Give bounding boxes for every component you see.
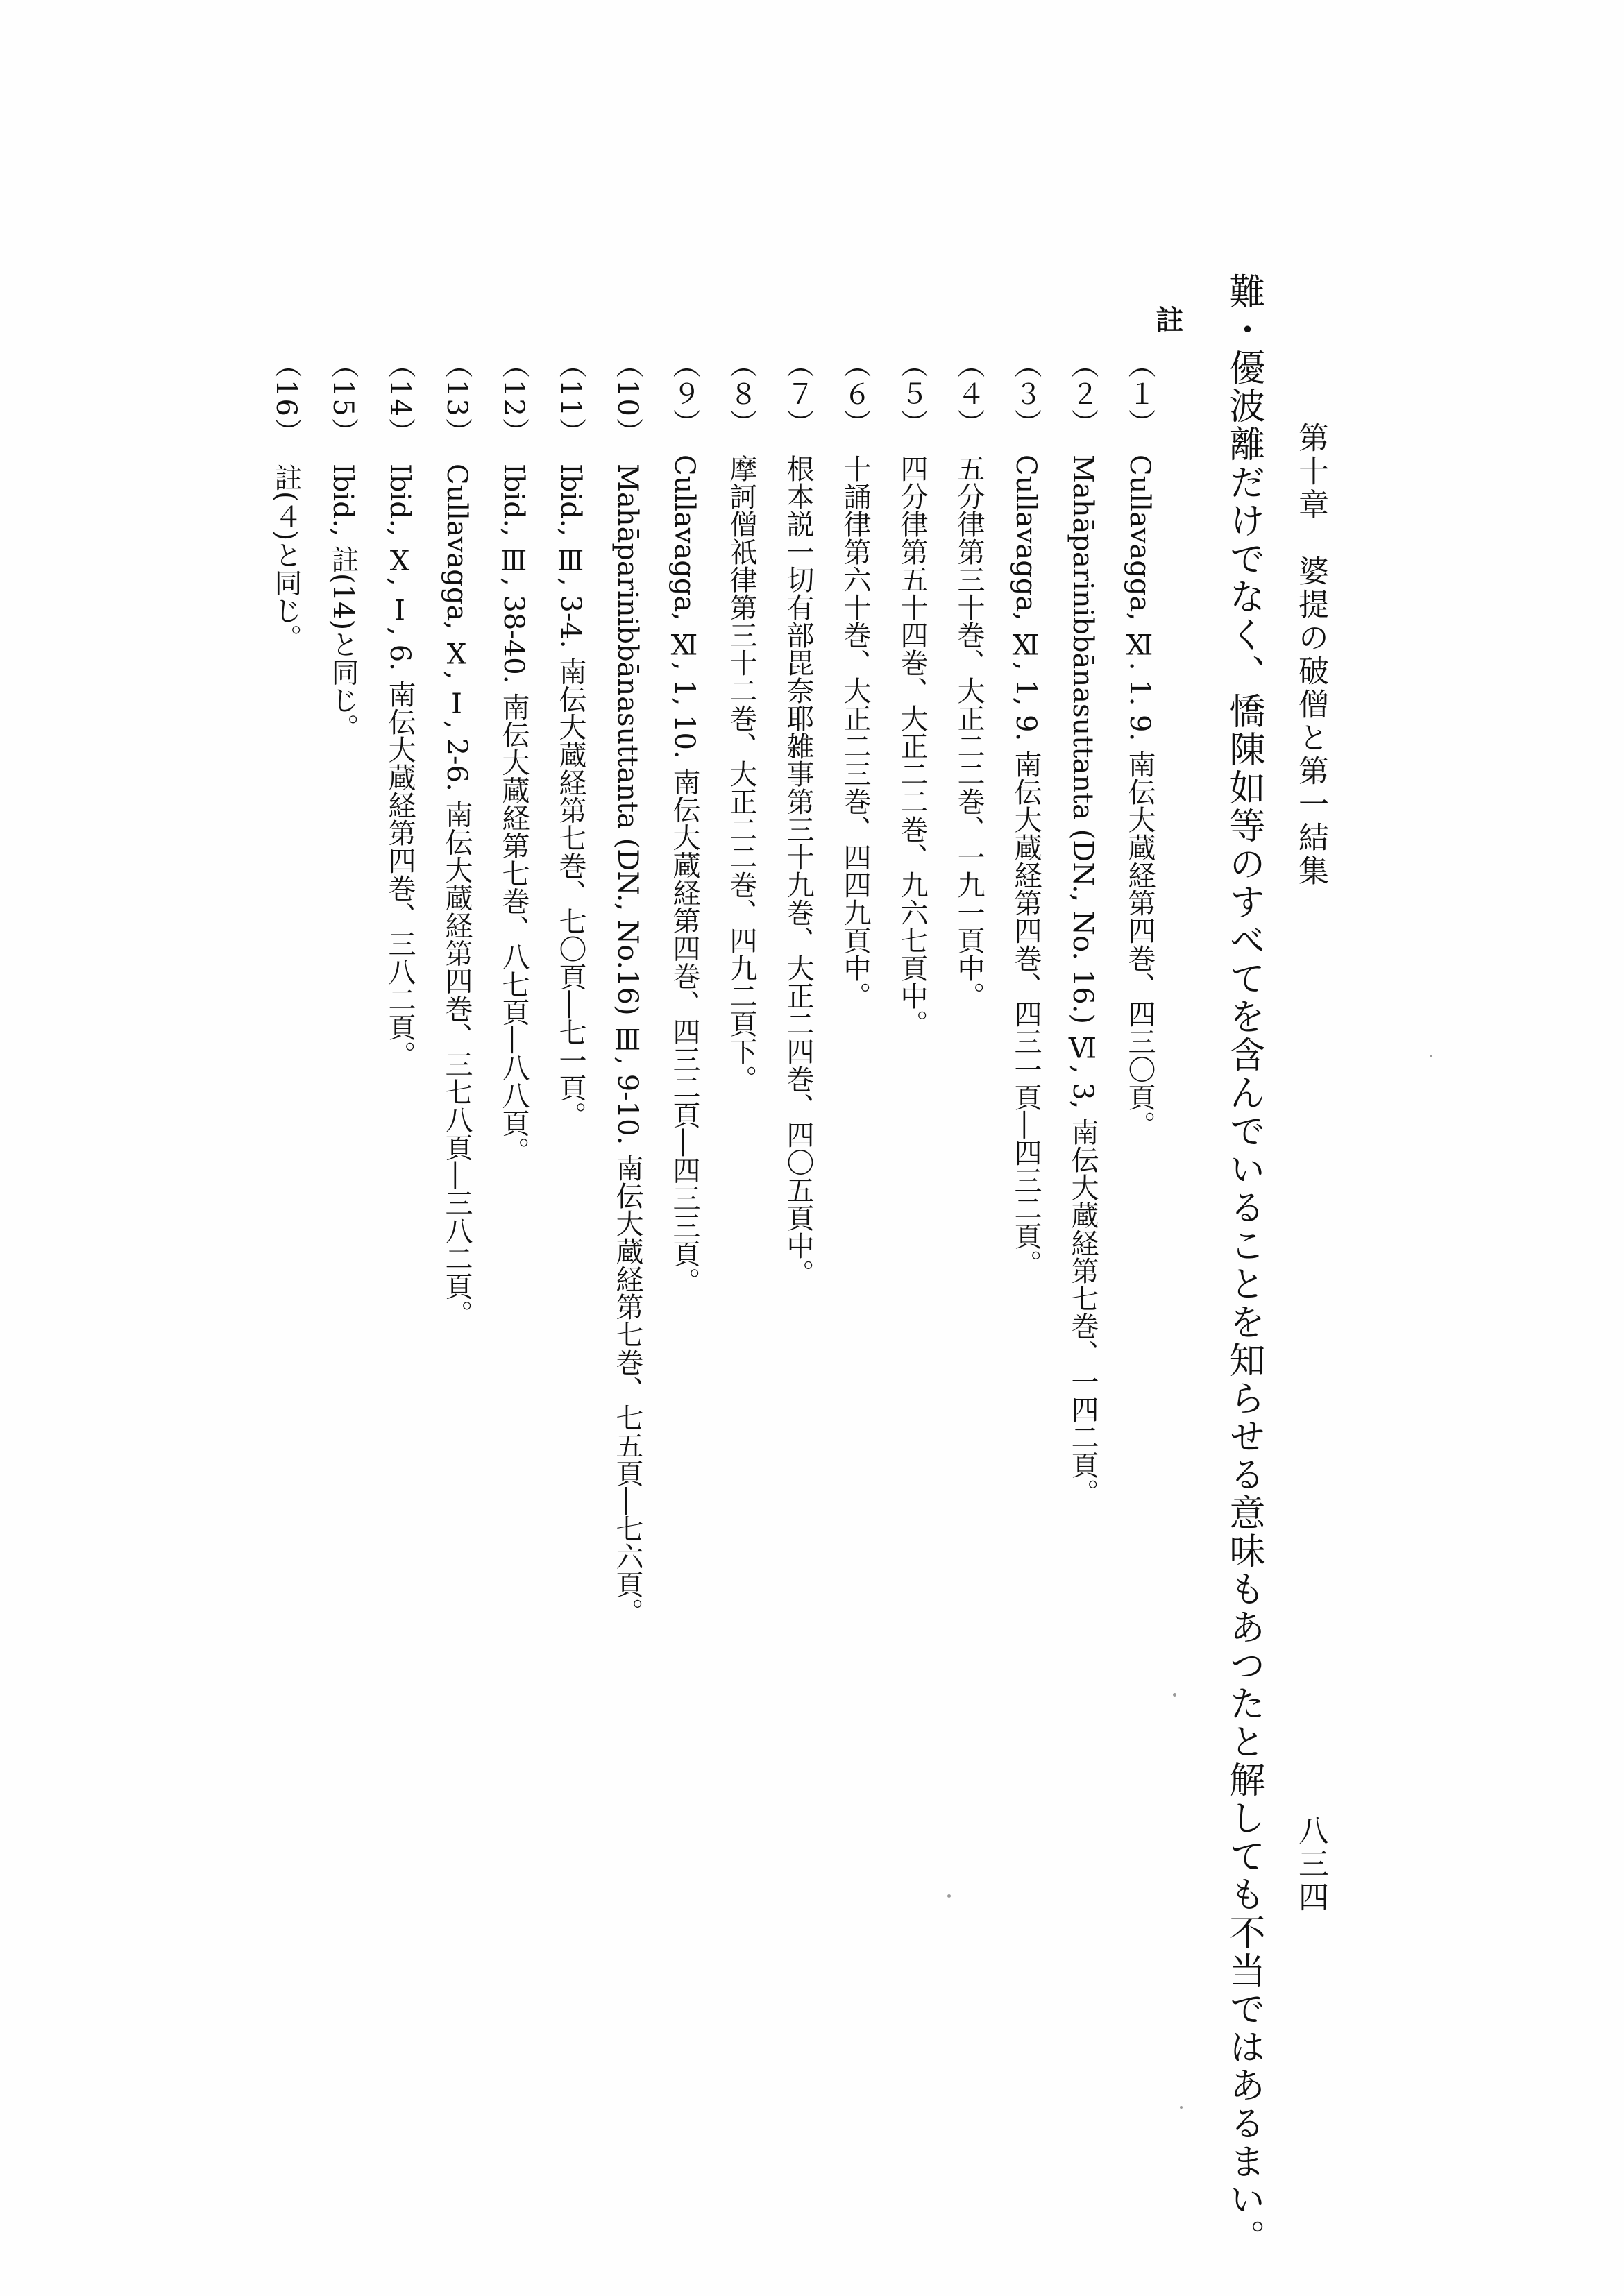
note-text: 五分律第三十巻、大正二二巻、一九一頁中。 <box>953 454 985 1010</box>
note-number: （７） <box>782 350 814 438</box>
note-number: （13） <box>441 350 473 447</box>
scan-speck <box>1173 1693 1176 1697</box>
note-number: （９） <box>668 350 700 438</box>
note-number: （11） <box>555 350 586 447</box>
note-item <box>841 350 869 1010</box>
note-number: （６） <box>839 350 871 438</box>
note-item <box>386 350 414 1069</box>
note-number: （５） <box>896 350 928 438</box>
note-number: （15） <box>327 350 359 447</box>
note-number: （４） <box>953 350 985 438</box>
note-text: Ibid., Ⅲ, 38-40. 南伝大蔵経第七巻、八七頁―八八頁。 <box>498 463 530 1165</box>
note-text: Cullavagga, Ⅺ, 1, 9. 南伝大蔵経第四巻、四三一頁―四三二頁。 <box>1010 454 1042 1277</box>
note-text: Cullavagga, Ⅺ. 1. 9. 南伝大蔵経第四巻、四三〇頁。 <box>1124 454 1156 1139</box>
note-text: 摩訶僧祇律第三十二巻、大正二二巻、四九二頁下。 <box>725 454 757 1093</box>
page-number: 八三四 <box>1293 1814 1328 1914</box>
scan-speck <box>1430 1055 1432 1057</box>
note-number: （16） <box>270 350 302 447</box>
note-item <box>1124 350 1156 1139</box>
note-number: （８） <box>725 350 757 438</box>
note-item <box>329 350 357 741</box>
scan-speck <box>947 1894 951 1898</box>
note-item <box>557 350 584 1129</box>
note-number: （１） <box>1124 350 1156 438</box>
note-text: Cullavagga, Ⅹ, Ⅰ, 2-6. 南伝大蔵経第四巻、三七八頁―三八二頁。 <box>441 463 473 1328</box>
note-text: Ibid., 註(14)と同じ。 <box>327 463 359 741</box>
note-item <box>498 350 530 1165</box>
note-item <box>611 350 643 1626</box>
note-number: （３） <box>1010 350 1042 438</box>
note-item <box>272 350 300 652</box>
notes-heading: 註 <box>1151 305 1184 333</box>
note-text: Cullavagga, Ⅺ, 1, 10. 南伝大蔵経第四巻、四三二頁―四三三頁。 <box>668 454 700 1295</box>
note-text: Mahāparinibbānasuttanta (DN., No.16) Ⅲ, 9-10. 南伝大蔵経第七巻、七五頁―七六頁。 <box>611 463 643 1626</box>
note-text: Mahāparinibbānasuttanta (DN., No. 16.) Ⅵ, 3, 南伝大蔵経第七巻、一四二頁。 <box>1067 454 1099 1506</box>
note-item <box>670 350 698 1295</box>
note-item <box>1012 350 1040 1277</box>
notes-list <box>112 350 1156 2016</box>
note-text: 根本説一切有部毘奈耶雑事第三十九巻、大正二四巻、四〇五頁中。 <box>782 454 814 1287</box>
note-text: 四分律第五十四巻、大正二二巻、九六七頁中。 <box>896 454 928 1037</box>
note-number: （12） <box>498 350 530 447</box>
note-number: （14） <box>384 350 416 447</box>
note-number: （２） <box>1067 350 1099 438</box>
scan-speck <box>1180 2106 1183 2109</box>
note-number: （10） <box>611 350 643 447</box>
note-item <box>784 350 812 1287</box>
chapter-header: 第十章 婆提の破僧と第一結集 <box>1293 422 1328 888</box>
note-item <box>1069 350 1097 1506</box>
note-text: Ibid., Ⅹ, Ⅰ, 6. 南伝大蔵経第四巻、三八二頁。 <box>384 463 416 1069</box>
note-item <box>443 350 471 1327</box>
note-item <box>898 350 926 1037</box>
note-text: Ibid., Ⅲ, 3-4. 南伝大蔵経第七巻、七〇頁―七一頁。 <box>555 463 586 1130</box>
note-text: 十誦律第六十巻、大正二三巻、四四九頁中。 <box>839 454 871 1010</box>
body-paragraph: 難・優波離だけでなく、憍陳如等のすべてを含んでいることを知らせる意味もあつたと解しても不当ではあるまい。 <box>1223 273 1264 2257</box>
note-text: 註(４)と同じ。 <box>270 463 302 652</box>
note-item <box>727 350 755 1093</box>
note-item <box>955 350 983 1010</box>
